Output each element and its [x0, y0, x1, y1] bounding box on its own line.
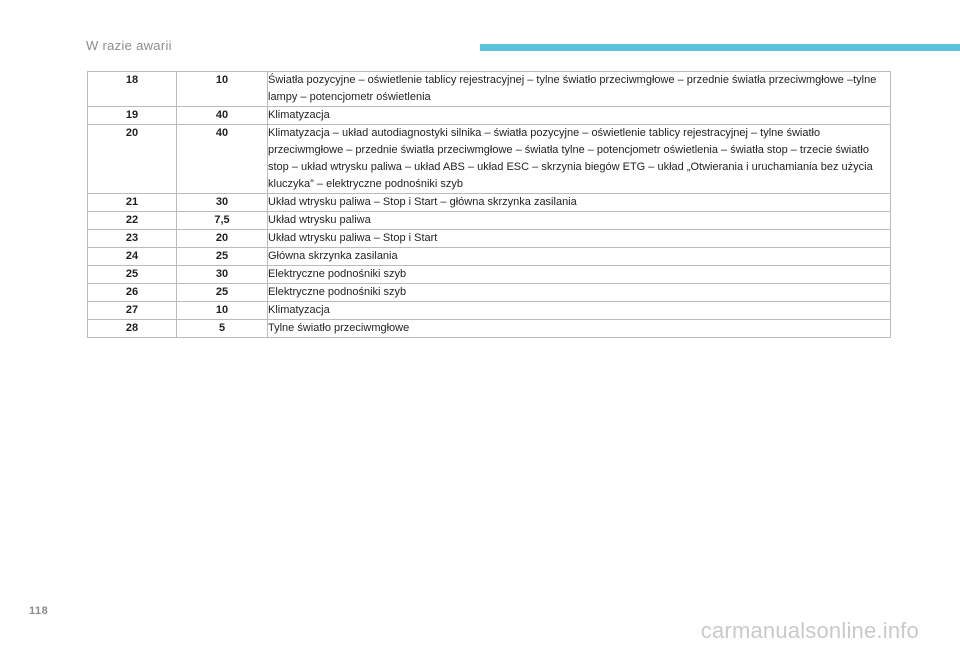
fuse-amperage: 7,5	[177, 212, 268, 230]
table-row	[88, 212, 891, 230]
fuse-amperage: 20	[177, 230, 268, 248]
fuse-description: Tylne światło przeciwmgłowe	[268, 320, 891, 338]
page-number: 118	[29, 605, 49, 617]
fuse-number: 25	[88, 266, 177, 284]
fuse-description: Elektryczne podnośniki szyb	[268, 284, 891, 302]
table-row	[88, 125, 891, 194]
fuse-description: Klimatyzacja	[268, 107, 891, 125]
section-title: W razie awarii	[86, 38, 172, 53]
table-row	[88, 284, 891, 302]
fuse-description: Główna skrzynka zasilania	[268, 248, 891, 266]
fuse-number: 23	[88, 230, 177, 248]
table-row	[88, 320, 891, 338]
fuse-number: 19	[88, 107, 177, 125]
table-row	[88, 194, 891, 212]
fuse-number: 22	[88, 212, 177, 230]
fuse-amperage: 40	[177, 107, 268, 125]
fuse-description: Elektryczne podnośniki szyb	[268, 266, 891, 284]
fuse-number: 26	[88, 284, 177, 302]
fuse-amperage: 40	[177, 125, 268, 194]
fuse-amperage: 5	[177, 320, 268, 338]
fuse-description: Światła pozycyjne – oświetlenie tablicy rejestracyjnej – tylne światło przeciwmgłowe – przednie światła przeciwmgłowe –tylne lampy – potencjometr oświetlenia	[268, 72, 891, 107]
fuse-number: 27	[88, 302, 177, 320]
fuse-table	[87, 71, 891, 338]
fuse-number: 20	[88, 125, 177, 194]
fuse-number: 24	[88, 248, 177, 266]
table-row	[88, 230, 891, 248]
fuse-amperage: 30	[177, 266, 268, 284]
watermark: carmanualsonline.info	[700, 618, 919, 643]
fuse-description: Układ wtrysku paliwa	[268, 212, 891, 230]
table-row	[88, 72, 891, 107]
fuse-description: Układ wtrysku paliwa – Stop i Start – główna skrzynka zasilania	[268, 194, 891, 212]
fuse-amperage: 10	[177, 72, 268, 107]
fuse-amperage: 30	[177, 194, 268, 212]
fuse-description: Klimatyzacja	[268, 302, 891, 320]
fuse-description: Układ wtrysku paliwa – Stop i Start	[268, 230, 891, 248]
fuse-amperage: 25	[177, 248, 268, 266]
fuse-amperage: 25	[177, 284, 268, 302]
section-accent-bar	[480, 44, 960, 51]
table-row	[88, 266, 891, 284]
fuse-number: 18	[88, 72, 177, 107]
fuse-number: 21	[88, 194, 177, 212]
fuse-number: 28	[88, 320, 177, 338]
fuse-amperage: 10	[177, 302, 268, 320]
table-row	[88, 302, 891, 320]
table-row	[88, 107, 891, 125]
table-row	[88, 248, 891, 266]
fuse-description: Klimatyzacja – układ autodiagnostyki silnika – światła pozycyjne – oświetlenie tablicy rejestracyjnej – tylne światło przeciwmgłowe – przednie światła przeciwmgłowe – światła tylne – potencjometr oświetlenia – światła stop – trzecie światło stop – układ wtrysku paliwa – układ ABS – układ ESC – skrzynia biegów ETG – układ „Otwierania i uruchamiania bez użycia kluczyka” – elektryczne podnośniki szyb	[268, 125, 891, 194]
